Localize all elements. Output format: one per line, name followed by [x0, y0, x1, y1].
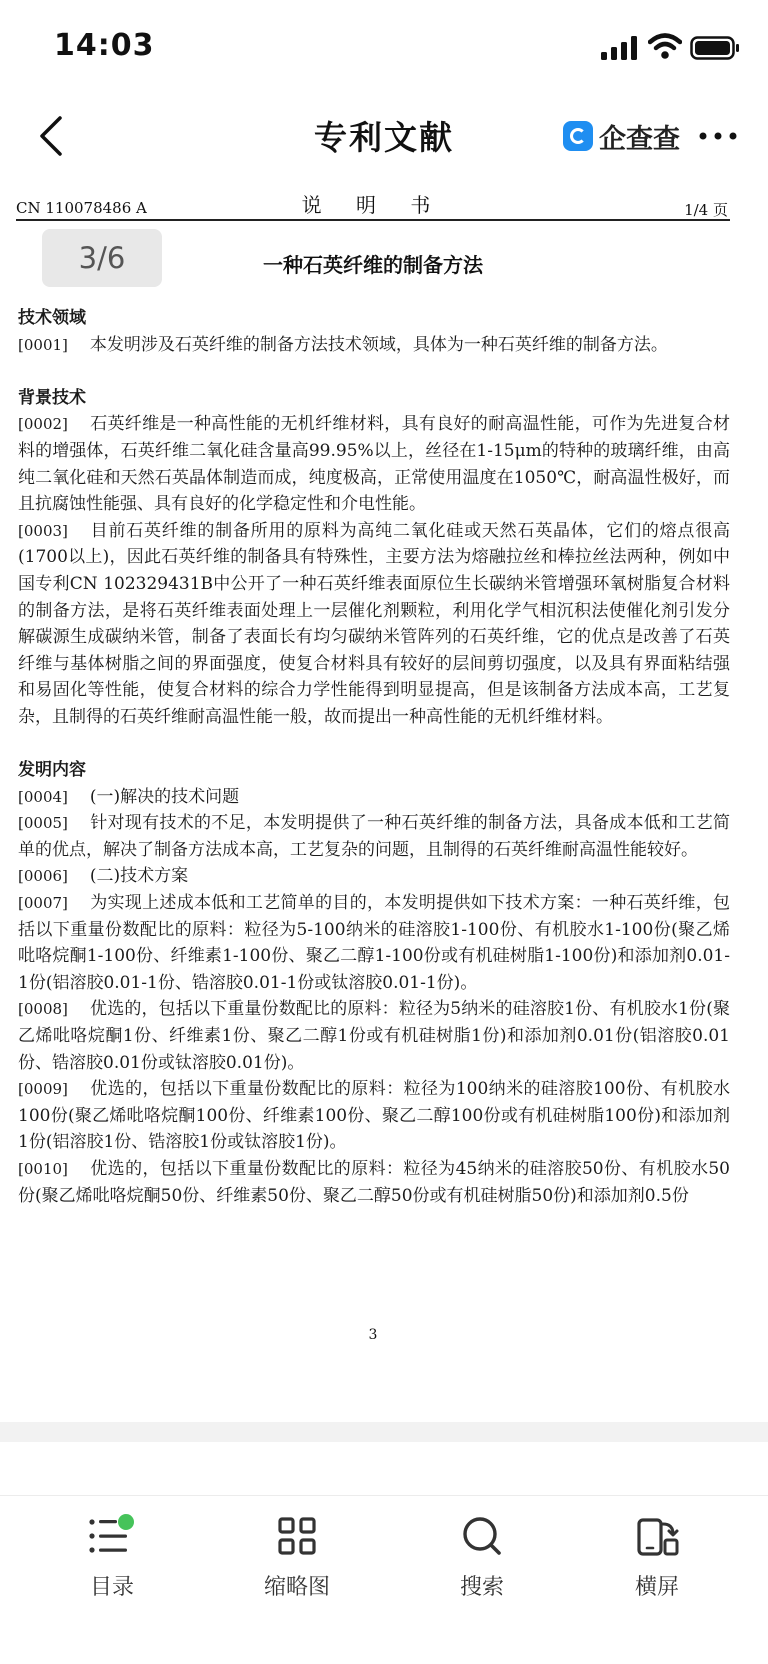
paragraph	[18, 1156, 730, 1209]
bottom-toolbar	[0, 1495, 768, 1664]
document-page-info: 1/4 页	[684, 201, 728, 219]
battery-icon	[690, 36, 740, 60]
paragraph	[18, 784, 730, 811]
thumbnails-button[interactable]	[232, 1514, 362, 1601]
paragraph-text: 优选的，包括以下重量份数配比的原料：粒径为5纳米的硅溶胶1份、有机胶水1份(聚乙烯吡咯烷酮1份、纤维素1份、聚乙二醇1份或有机硅树脂1份)和添加剂0.01份(铝溶胶0.01份、锆溶胶0.01份或钛溶胶0.01份)。	[18, 999, 730, 1073]
document-title: 一种石英纤维的制备方法	[263, 253, 483, 277]
paragraph	[18, 332, 730, 359]
document-body	[18, 305, 730, 1209]
paragraph	[18, 518, 730, 731]
paragraph-text: 优选的，包括以下重量份数配比的原料：粒径为100纳米的硅溶胶100份、有机胶水100份(聚乙烯吡咯烷酮100份、纤维素100份、聚乙二醇100份或有机硅树脂100份)和添加剂1份(铝溶胶1份、锆溶胶1份或钛溶胶1份)。	[18, 1079, 730, 1153]
paragraph	[18, 890, 730, 996]
paragraph-text: (一)解决的技术问题	[89, 786, 240, 807]
document-header-title: 说 明 书	[301, 193, 445, 217]
rotate-screen-icon	[633, 1514, 681, 1558]
paragraph-text: 优选的，包括以下重量份数配比的原料：粒径为45纳米的硅溶胶50份、有机胶水50份(聚乙烯吡咯烷酮50份、纤维素50份、聚乙二醇50份或有机硅树脂50份)和添加剂0.5份	[18, 1159, 730, 1206]
paragraph-number: [0007]	[18, 894, 68, 913]
paragraph-number: [0001]	[18, 335, 68, 354]
paragraph-text: 为实现上述成本低和工艺简单的目的，本发明提供如下技术方案：一种石英纤维，包括以下重量份数配比的原料：粒径为5-100纳米的硅溶胶1-100份、有机胶水1-100份(聚乙烯吡咯烷酮1-100份、纤维素1-100份、聚乙二醇1-100份或有机硅树脂1-100份)和添加剂0.01-1份(铝溶胶0.01-1份、锆溶胶0.01-1份或钛溶胶0.01-1份)。	[18, 893, 730, 993]
paragraph-number: [0003]	[18, 521, 68, 540]
landscape-label: 横屏	[634, 1575, 679, 1600]
paragraph-text: 针对现有技术的不足，本发明提供了一种石英纤维的制备方法，具备成本低和工艺简单的优点，解决了制备方法成本高，工艺复杂的问题，且制得的石英纤维耐高温性能较好。	[18, 813, 730, 860]
toc-label: 目录	[89, 1575, 134, 1600]
document-page[interactable]	[0, 185, 768, 1420]
thumbnails-label: 缩略图	[263, 1575, 330, 1600]
brand-link[interactable]	[563, 116, 680, 156]
paragraph-number: [0004]	[18, 787, 68, 806]
page-divider	[0, 1422, 768, 1442]
landscape-button[interactable]	[592, 1514, 722, 1601]
more-icon[interactable]	[698, 130, 738, 142]
signal-icon	[601, 36, 639, 60]
brand-logo-icon	[563, 121, 593, 151]
paragraph	[18, 810, 730, 863]
publication-number: CN 110078486 A	[16, 199, 147, 217]
toc-button[interactable]	[47, 1514, 177, 1601]
search-button[interactable]	[417, 1514, 547, 1601]
grid-icon	[275, 1514, 319, 1558]
nav-bar	[0, 100, 768, 172]
paragraph-number: [0002]	[18, 415, 68, 434]
paragraph-text: 本发明涉及石英纤维的制备方法技术领域，具体为一种石英纤维的制备方法。	[89, 334, 668, 355]
status-bar	[0, 0, 768, 96]
wifi-icon	[648, 32, 682, 60]
paragraph	[18, 411, 730, 517]
paragraph-text: (二)技术方案	[89, 866, 189, 887]
paragraph-number: [0006]	[18, 867, 68, 886]
paragraph-text: 石英纤维是一种高性能的无机纤维材料，具有良好的耐高温性能，可作为先进复合材料的增强体，石英纤维二氧化硅含量高99.95%以上，丝径在1-15μm的特种的玻璃纤维，由高纯二氧化硅和天然石英晶体制造而成，纯度极高，正常使用温度在1050℃，耐高温性极好，而且抗腐蚀性能强、具有良好的化学稳定性和介电性能。	[18, 414, 730, 515]
paragraph-number: [0005]	[18, 814, 68, 833]
toc-icon	[87, 1514, 137, 1558]
page-title: 专利文献	[314, 118, 454, 157]
brand-name: 企查查	[599, 123, 680, 155]
paragraph-number: [0009]	[18, 1080, 68, 1099]
section-heading: 背景技术	[18, 387, 86, 408]
document-header	[16, 185, 730, 221]
search-label: 搜索	[459, 1575, 504, 1600]
paragraph	[18, 863, 730, 890]
paragraph-number: [0010]	[18, 1160, 68, 1178]
section-heading: 发明内容	[18, 760, 86, 781]
paragraph-text: 目前石英纤维的制备所用的原料为高纯二氧化硅或天然石英晶体，它们的熔点很高(1700以上)，因此石英纤维的制备具有特殊性，主要方法为熔融拉丝和棒拉丝法两种，例如中国专利CN 102329431B中公开了一种石英纤维表面原位生长碳纳米管增强环氧树脂复合材料的制备方法，是将石英纤维表面处理上一层催化剂颗粒，利用化学气相沉积法使催化剂引发分解碳源生成碳纳米管，制备了表面长有均匀碳纳米管阵列的石英纤维，它的优点是改善了石英纤维与基体树脂之间的界面强度，使复合材料具有较好的层间剪切强度，以及具有界面粘结强和易固化等性能，使复合材料的综合力学性能得到明显提高，但是该制备方法成本高，工艺复杂，且制得的石英纤维耐高温性能一般，故而提出一种高性能的无机纤维材料。	[18, 520, 730, 727]
paragraph	[18, 1076, 730, 1156]
paragraph	[18, 996, 730, 1076]
page-indicator-badge: 3/6	[42, 229, 162, 287]
page-number: 3	[368, 1327, 378, 1343]
section-heading: 技术领域	[18, 308, 86, 328]
paragraph-number: [0008]	[18, 1000, 68, 1019]
status-time: 14:03	[54, 28, 155, 63]
search-icon	[460, 1514, 504, 1558]
notification-dot	[118, 1514, 134, 1530]
